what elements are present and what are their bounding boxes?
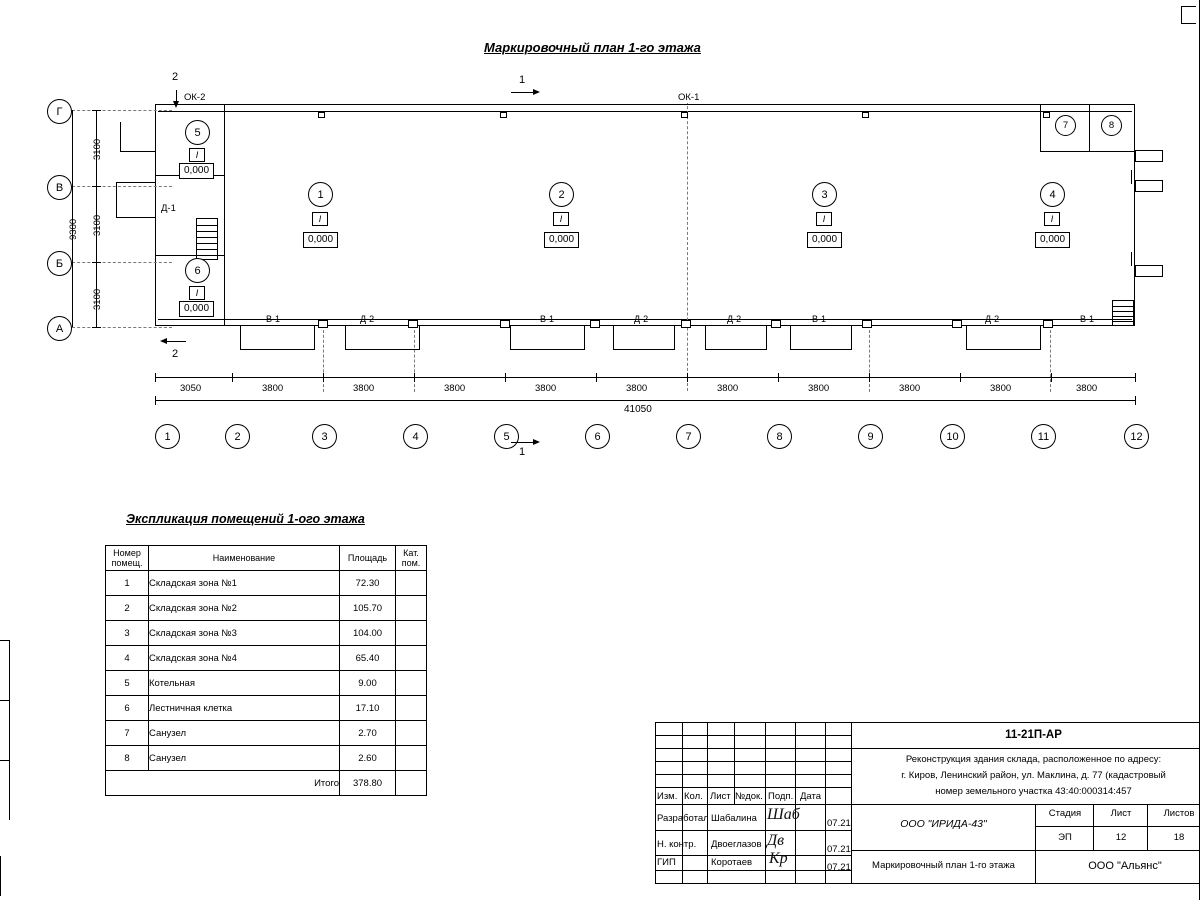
cell-area: 65.40 [340, 646, 396, 671]
sheets-label: Листов [1163, 808, 1195, 819]
window-label-ok2: ОК-2 [184, 92, 206, 103]
cell-number: 5 [106, 671, 149, 696]
column-mark [681, 320, 691, 328]
exposition-table [105, 545, 427, 796]
axis-circle-2: 2 [225, 424, 250, 449]
dim-bottom-6: 3800 [626, 383, 648, 394]
role-label-3: ГИП [657, 857, 676, 868]
sheet-value: 12 [1115, 832, 1127, 843]
dim-bottom-5: 3800 [535, 383, 557, 394]
dim-tick [323, 373, 324, 382]
section-arrow-line [511, 92, 533, 93]
room-marker-4: 4 [1040, 182, 1065, 207]
dim-bottom-1: 3050 [180, 383, 202, 394]
dim-left-2: 3100 [92, 214, 103, 236]
axis-circle-9: 9 [858, 424, 883, 449]
column-mark [862, 320, 872, 328]
right-staircase [1112, 300, 1134, 326]
table-row [106, 721, 427, 746]
rev-col-line [707, 722, 708, 884]
section-arrow-head-2b [160, 338, 167, 344]
stamp-sheet-col [1147, 804, 1148, 850]
axis-line-V [72, 186, 172, 187]
top-column-mark [862, 112, 869, 118]
axis-circle-3: 3 [312, 424, 337, 449]
col-header-podp: Подп. [768, 791, 794, 802]
room-marker-2: 2 [549, 182, 574, 207]
dim-bottom-3: 3800 [353, 383, 375, 394]
axis-circle-V: В [47, 175, 72, 200]
total-kat [396, 771, 427, 796]
cell-kat [396, 721, 427, 746]
cell-kat [396, 621, 427, 646]
cell-area: 9.00 [340, 671, 396, 696]
object-line-2: г. Киров, Ленинский район, ул. Маклина, д. 77 (кадастровый [901, 770, 1166, 781]
rev-row-line [655, 774, 852, 775]
role-name-2: Двоеглазов [711, 839, 762, 850]
dim-bottom-4: 3800 [444, 383, 466, 394]
cell-kat [396, 571, 427, 596]
section-arrow-line [511, 442, 533, 443]
signature-2: Дв [767, 832, 785, 849]
room-marker-6: 6 [185, 258, 210, 283]
rev-col-line [682, 722, 683, 884]
cell-number: 8 [106, 746, 149, 771]
dim-left-total: 9300 [68, 218, 79, 240]
rev-row-line [655, 870, 852, 871]
right-jamb-2 [1131, 252, 1132, 266]
cell-name: Котельная [149, 671, 340, 696]
bottom-label-d2-3: Д-2 [727, 314, 742, 324]
room-roman-3: I [816, 212, 832, 226]
bottom-vestibule-5 [705, 326, 767, 350]
room-marker-1: 1 [308, 182, 333, 207]
cell-kat [396, 746, 427, 771]
section-arrow-head [533, 89, 540, 95]
window-label-ok1: ОК-1 [678, 92, 700, 103]
table-total-row [106, 771, 427, 796]
role-date-2: 07.21 [827, 844, 851, 855]
dim-tick [92, 262, 101, 263]
cell-area: 17.10 [340, 696, 396, 721]
role-name-3: Коротаев [711, 857, 753, 868]
rev-row-line [655, 748, 852, 749]
col-header-ndok: №док. [735, 791, 763, 802]
dim-tick [778, 373, 779, 382]
bottom-label-d2-1: Д-2 [360, 314, 375, 324]
role-date-3: 07.21 [827, 862, 851, 873]
col-header-kol: Кол. [684, 791, 703, 802]
left-block-edge [224, 104, 225, 326]
cell-name: Складская зона №4 [149, 646, 340, 671]
exposition-title: Экспликация помещений 1-ого этажа [126, 512, 365, 526]
wc-divider [1089, 104, 1090, 152]
dim-bottom-9: 3800 [899, 383, 921, 394]
cell-name: Лестничная клетка [149, 696, 340, 721]
room-level-5: 0,000 [179, 163, 214, 179]
room-level-4: 0,000 [1035, 232, 1070, 248]
room-marker-7: 7 [1055, 115, 1076, 136]
axis-circle-6: 6 [585, 424, 610, 449]
dim-tick [1051, 373, 1052, 382]
header-number: Номер помещ. [106, 546, 149, 571]
project-code: 11-21П-АР [1005, 729, 1062, 741]
staircase [196, 218, 218, 260]
dim-bottom-11: 3800 [1076, 383, 1098, 394]
axis-line-3 [323, 330, 324, 392]
dim-line-bottom-total [155, 400, 1135, 401]
section-arrow-line-2b [166, 341, 186, 342]
room-level-3: 0,000 [807, 232, 842, 248]
room-roman-5: I [189, 148, 205, 162]
table-row [106, 671, 427, 696]
room-level-1: 0,000 [303, 232, 338, 248]
axis-line-11 [1050, 330, 1051, 392]
dim-line-bottom [155, 377, 1135, 378]
rev-row-line [655, 855, 852, 856]
table-row [106, 571, 427, 596]
dim-left-3: 3100 [92, 288, 103, 310]
column-mark [771, 320, 781, 328]
cell-kat [396, 596, 427, 621]
dim-bottom-7: 3800 [717, 383, 739, 394]
dim-tick [92, 110, 101, 111]
cell-area: 104.00 [340, 621, 396, 646]
table-row [106, 746, 427, 771]
wall-inner-top [158, 111, 1132, 112]
cell-name: Санузел [149, 721, 340, 746]
bottom-label-v1-3: В-1 [812, 314, 827, 324]
header-area: Площадь [340, 546, 396, 571]
section-mark-2-top: 2 [172, 71, 179, 83]
top-column-mark [1043, 112, 1050, 118]
stamp-line-code [852, 748, 1200, 749]
role-date-1: 07.21 [827, 818, 851, 829]
axis-circle-B: Б [47, 251, 72, 276]
rev-row-line [655, 830, 852, 831]
dim-bottom-2: 3800 [262, 383, 284, 394]
bottom-vestibule-2 [345, 326, 420, 350]
axis-circle-G: Г [47, 99, 72, 124]
signature-1: Шаб [767, 806, 800, 823]
axis-circle-4: 4 [403, 424, 428, 449]
cell-area: 72.30 [340, 571, 396, 596]
dim-tick [869, 373, 870, 382]
column-mark [1043, 320, 1053, 328]
sheet-border-left [9, 640, 10, 820]
cell-name: Складская зона №1 [149, 571, 340, 596]
axis-line-A [72, 327, 172, 328]
bottom-label-v1-4: В-1 [1080, 314, 1095, 324]
building-outline [155, 104, 1135, 326]
total-label: Итого [106, 771, 340, 796]
rev-row-line [655, 735, 852, 736]
stamp-line-stage [1035, 826, 1200, 827]
section-mark-1-bottom: 1 [519, 446, 526, 458]
cell-area: 105.70 [340, 596, 396, 621]
axis-circle-10: 10 [940, 424, 965, 449]
stage-value: ЭП [1058, 832, 1072, 843]
cell-number: 3 [106, 621, 149, 646]
column-mark [590, 320, 600, 328]
room-roman-6: I [189, 286, 205, 300]
room-marker-8: 8 [1101, 115, 1122, 136]
bottom-vestibule-4 [613, 326, 675, 350]
sheet-border-bottom-left [0, 856, 1, 896]
top-column-mark [318, 112, 325, 118]
bottom-label-v1-2: В-1 [540, 314, 555, 324]
bottom-vestibule-1 [240, 326, 315, 350]
dim-tick [92, 327, 101, 328]
dim-bottom-10: 3800 [990, 383, 1012, 394]
dim-left-1: 3100 [92, 138, 103, 160]
role-label-1: Разработал [657, 813, 709, 824]
section-arrow-head [533, 439, 540, 445]
top-column-mark [681, 112, 688, 118]
column-mark [500, 320, 510, 328]
dim-tick [596, 373, 597, 382]
table-row [106, 621, 427, 646]
rev-col-line [825, 722, 826, 884]
dim-tick [505, 373, 506, 382]
section-arrow-head-2 [173, 101, 179, 108]
dim-tick [155, 373, 156, 382]
table-row [106, 646, 427, 671]
dim-tick [92, 186, 101, 187]
dim-tick [232, 373, 233, 382]
stamp-line-org [852, 850, 1200, 851]
header-kat: Кат. пом. [396, 546, 427, 571]
object-line-1: Реконструкция здания склада, расположенное по адресу: [905, 754, 1162, 765]
room-roman-4: I [1044, 212, 1060, 226]
room-roman-1: I [312, 212, 328, 226]
cell-name: Санузел [149, 746, 340, 771]
cell-number: 7 [106, 721, 149, 746]
axis-line-G [72, 110, 172, 111]
axis-line-B [72, 262, 172, 263]
door-label-d1: Д-1 [161, 203, 176, 214]
sheets-value: 18 [1173, 832, 1185, 843]
cell-name: Складская зона №3 [149, 621, 340, 646]
role-label-2: Н. контр. [657, 839, 697, 850]
right-protrusion-1 [1135, 150, 1163, 162]
room-level-6: 0,000 [179, 301, 214, 317]
right-protrusion-3 [1135, 265, 1163, 277]
sheet-title: Маркировочный план 1-го этажа [872, 860, 1015, 871]
bottom-vestibule-6 [790, 326, 852, 350]
revision-grid [655, 722, 852, 884]
header-name: Наименование [149, 546, 340, 571]
axis-circle-A: А [47, 316, 72, 341]
entrance-porch-lower [116, 182, 156, 218]
room-level-2: 0,000 [544, 232, 579, 248]
sheet-label: Лист [1110, 808, 1132, 819]
rev-col-line [795, 722, 796, 884]
dim-tick [960, 373, 961, 382]
right-protrusion-2 [1135, 180, 1163, 192]
cell-number: 4 [106, 646, 149, 671]
bottom-label-d2-2: Д-2 [634, 314, 649, 324]
dim-bottom-8: 3800 [808, 383, 830, 394]
object-line-3: номер земельного участка 43:40:000314:457 [935, 786, 1132, 797]
table-header-row [106, 546, 427, 571]
axis-circle-11: 11 [1031, 424, 1056, 449]
client-org: ООО "Альянс" [1088, 860, 1162, 872]
room-marker-5: 5 [185, 120, 210, 145]
cell-kat [396, 671, 427, 696]
table-row [106, 696, 427, 721]
wc-bottom [1040, 151, 1135, 152]
column-mark [318, 320, 328, 328]
axis-circle-5: 5 [494, 424, 519, 449]
role-name-1: Шабалина [711, 813, 757, 824]
dim-total: 41050 [624, 404, 652, 415]
axis-circle-8: 8 [767, 424, 792, 449]
axis-line-5 [687, 96, 688, 391]
rev-row-line [655, 761, 852, 762]
plan-title: Маркировочный план 1-го этажа [484, 40, 701, 55]
axis-circle-1: 1 [155, 424, 180, 449]
designer-org: ООО "ИРИДА-43" [900, 818, 987, 830]
cell-area: 2.70 [340, 721, 396, 746]
section-mark-1-top: 1 [519, 74, 526, 86]
col-header-data: Дата [800, 791, 822, 802]
cell-number: 6 [106, 696, 149, 721]
section-mark-2-bottom: 2 [172, 348, 179, 360]
dim-tick-total [1135, 396, 1136, 405]
dim-tick [1135, 373, 1136, 382]
total-value: 378.80 [340, 771, 396, 796]
stamp-stage-col [1093, 804, 1094, 850]
axis-circle-7: 7 [676, 424, 701, 449]
bottom-vestibule-3 [510, 326, 585, 350]
rev-col-line [765, 722, 766, 884]
right-jamb-1 [1131, 170, 1132, 184]
cell-area: 2.60 [340, 746, 396, 771]
dim-tick [687, 373, 688, 382]
stage-label: Стадия [1048, 808, 1082, 819]
cell-name: Складская зона №2 [149, 596, 340, 621]
bottom-label-v1-1: В-1 [266, 314, 281, 324]
stamp-col-right [1035, 804, 1036, 884]
room-roman-2: I [553, 212, 569, 226]
title-block [655, 722, 1200, 884]
dim-tick-total [155, 396, 156, 405]
rev-header-line [655, 804, 852, 805]
col-header-list: Лист [710, 791, 731, 802]
column-mark [408, 320, 418, 328]
dim-tick [414, 373, 415, 382]
signature-3: Кр [769, 850, 788, 867]
rev-row-line [655, 787, 852, 788]
bottom-label-d2-4: Д-2 [985, 314, 1000, 324]
col-header-izm: Изм. [657, 791, 678, 802]
top-column-mark [500, 112, 507, 118]
entrance-porch-upper [120, 122, 156, 152]
cell-number: 2 [106, 596, 149, 621]
cell-kat [396, 646, 427, 671]
room-marker-3: 3 [812, 182, 837, 207]
bottom-vestibule-7 [966, 326, 1041, 350]
column-mark [952, 320, 962, 328]
table-row [106, 596, 427, 621]
axis-line-9 [869, 330, 870, 392]
cell-number: 1 [106, 571, 149, 596]
cell-kat [396, 696, 427, 721]
axis-circle-12: 12 [1124, 424, 1149, 449]
